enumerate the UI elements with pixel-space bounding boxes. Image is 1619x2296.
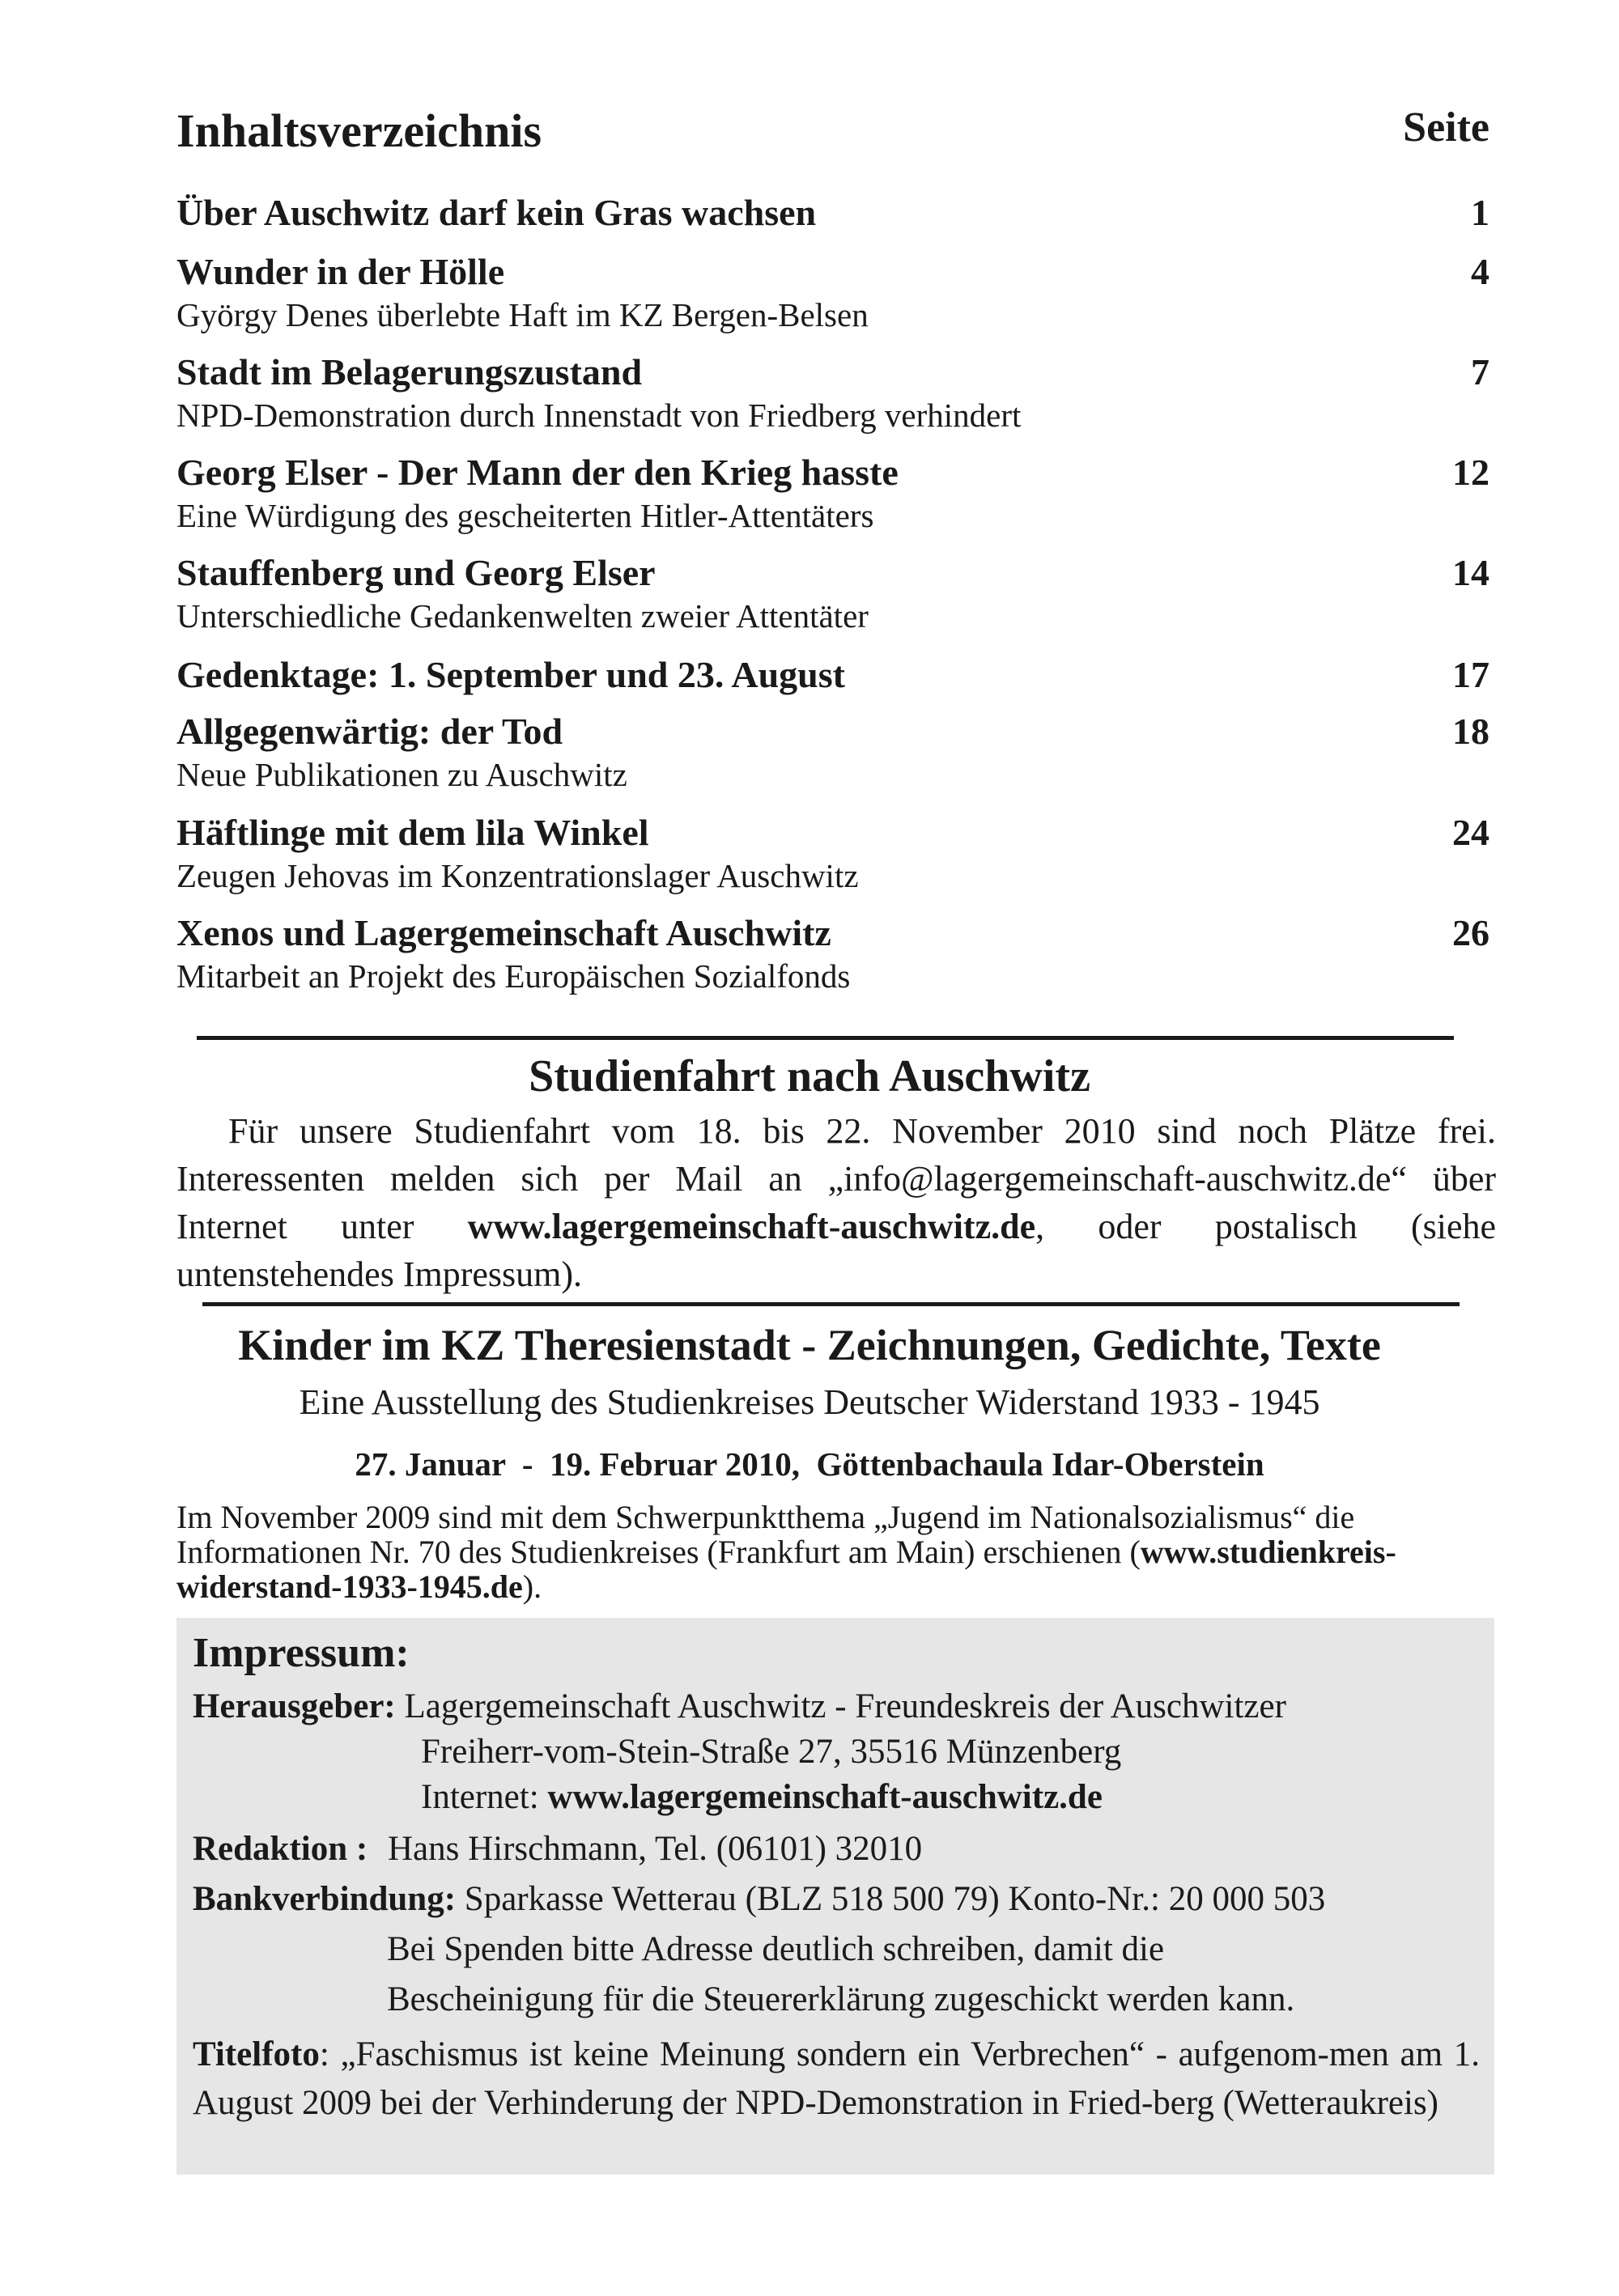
ausstellung-title: Kinder im KZ Theresienstadt - Zeichnungen, Gedichte, Texte [238,1321,1381,1369]
toc-entry [176,652,1489,698]
impressum-internet [421,1775,1103,1820]
titelfoto-text: : „Faschismus ist keine Meinung sondern ein Verbrechen“ - aufgenom-men am 1. August 2009 bei der Verhinderung der NPD-Demonstration in Fried-berg (Wetteraukreis) [193,2035,1480,2122]
toc-entry-page: 17 [1452,654,1489,695]
toc-entry-page: 14 [1452,552,1489,593]
toc-entry-title: Wunder in der Hölle [176,251,505,292]
toc-entry-title: Über Auschwitz darf kein Gras wachsen [176,192,817,233]
toc-entry-subtitle: Zeugen Jehovas im Konzentrationslager Auschwitz [176,857,859,894]
divider [202,1302,1460,1306]
toc-entry-subtitle: Mitarbeit an Projekt des Europäischen Sozialfonds [176,957,851,995]
toc-entry-page: 7 [1471,351,1489,393]
toc-entry-page: 18 [1452,711,1489,752]
herausgeber-label: Herausgeber: [193,1687,396,1725]
impressum-titelfoto [193,2031,1480,2128]
internet-label: Internet: [421,1778,548,1816]
toc-entry-title: Stauffenberg und Georg Elser [176,552,656,593]
toc-entry-page: 12 [1452,452,1489,493]
impressum-bank [193,1877,1325,1922]
herausgeber-value: Lagergemeinschaft Auschwitz - Freundeskreis der Auschwitzer [404,1687,1286,1725]
toc-entry-subtitle: Unterschiedliche Gedankenwelten zweier Attentäter [176,597,869,634]
toc-entry-subtitle: NPD-Demonstration durch Innenstadt von Friedberg verhindert [176,397,1022,434]
ausstellung-info [176,1500,1496,1604]
toc-entry [176,450,1489,536]
toc-entry-title: Allgegenwärtig: der Tod [176,711,563,752]
studienfahrt-text [176,1107,1496,1298]
redaktion-label: Redaktion : [193,1830,368,1868]
toc-entry [176,190,1489,236]
toc-entry-subtitle: Neue Publikationen zu Auschwitz [176,756,627,793]
impressum-heading: Impressum: [193,1630,410,1676]
bank-value: Sparkasse Wetterau (BLZ 518 500 79) Konto-Nr.: 20 000 503 [464,1880,1326,1918]
toc-entry-subtitle: Eine Würdigung des gescheiterten Hitler-Attentäters [176,497,874,534]
toc-entry-page: 24 [1452,812,1489,853]
toc-entry [176,550,1489,636]
toc-entry-page: 1 [1471,192,1489,233]
toc-entry [176,910,1489,996]
bank-label: Bankverbindung: [193,1880,457,1918]
toc-entry-title: Häftlinge mit dem lila Winkel [176,812,649,853]
toc-entry [176,709,1489,795]
herausgeber-address: Freiherr-vom-Stein-Straße 27, 35516 Münzenberg [421,1733,1122,1771]
toc-entry-title: Xenos und Lagergemeinschaft Auschwitz [176,912,831,953]
studienfahrt-url: www.lagergemeinschaft-auschwitz.de [467,1207,1036,1246]
divider [197,1036,1454,1040]
impressum-redaktion [193,1827,922,1872]
redaktion-value: Hans Hirschmann, Tel. (06101) 32010 [387,1830,923,1868]
toc-page-header: Seite [1403,104,1489,151]
toc-title: Inhaltsverzeichnis [176,104,542,157]
toc-entry [176,350,1489,435]
toc-entry-title: Georg Elser - Der Mann der den Krieg hasste [176,452,899,493]
ausstellung-info-part1: Im November 2009 sind mit dem Schwerpunktthema „Jugend im Nationalsozialismus“ die Informationen Nr. 70 des Studienkreises (Frankfurt am Main) erschienen ( [176,1499,1355,1570]
impressum-box [176,1618,1494,2175]
toc-entry-title: Gedenktage: 1. September und 23. August [176,654,845,695]
bank-note-line1: Bei Spenden bitte Adresse deutlich schreiben, damit die [387,1930,1165,1968]
ausstellung-subtitle: Eine Ausstellung des Studienkreises Deutscher Widerstand 1933 - 1945 [299,1382,1320,1422]
ausstellung-dates: 27. Januar - 19. Februar 2010, Göttenbachaula Idar-Oberstein [355,1445,1264,1483]
impressum-herausgeber [193,1684,1286,1729]
toc-entry [176,249,1489,335]
ausstellung-info-part2: ). [522,1568,542,1605]
toc-entry-title: Stadt im Belagerungszustand [176,351,643,393]
ausstellung-info-url: www.studienkreis-widerstand-1933-1945.de [176,1534,1396,1605]
studienfahrt-title: Studienfahrt nach Auschwitz [529,1051,1090,1101]
toc-entry-page: 4 [1471,251,1489,292]
bank-note-line2: Bescheinigung für die Steuererklärung zugeschickt werden kann. [387,1980,1295,2018]
studienfahrt-text-part1: Für unsere Studienfahrt vom 18. bis 22. November 2010 sind noch Plätze frei. Interessenten melden sich per Mail an „info@lagergemeinschaft-auschwitz.de“ über Internet unter [176,1111,1496,1246]
toc-entry [176,810,1489,896]
toc-entry-subtitle: György Denes überlebte Haft im KZ Bergen-Belsen [176,296,869,333]
toc-entry-page: 26 [1452,912,1489,953]
titelfoto-label: Titelfoto [193,2035,320,2073]
internet-url: www.lagergemeinschaft-auschwitz.de [547,1778,1103,1816]
studienfahrt-text-part2: , oder postalisch (siehe untenstehendes Impressum). [176,1207,1497,1294]
